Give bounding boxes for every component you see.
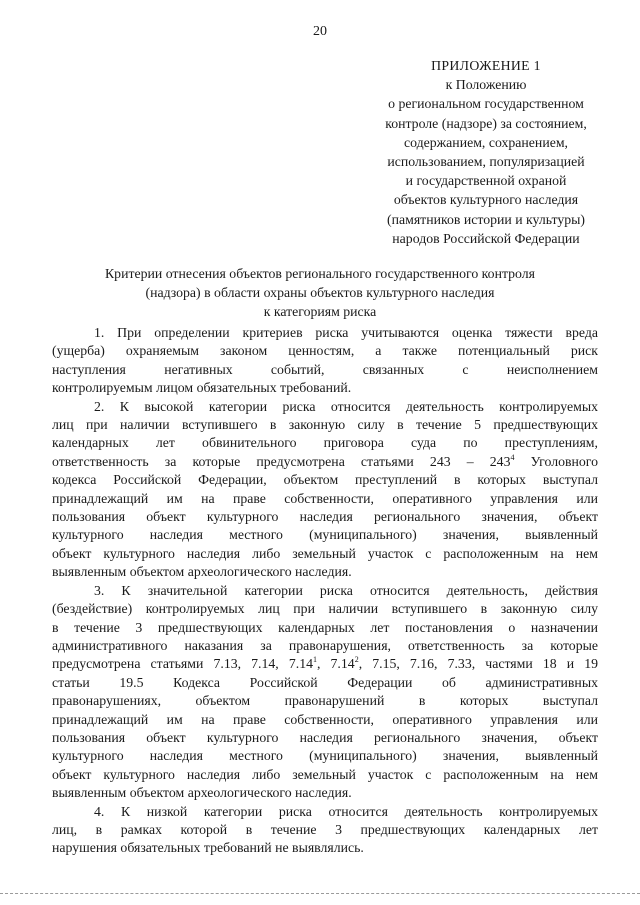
text-line: административного наказания за правонарушения, ответственность за которые xyxy=(52,637,598,653)
title-line: (надзора) в области охраны объектов культурного наследия xyxy=(145,285,495,300)
text-line: лиц при наличии вступившего в законную силу в течение 5 предшествующих xyxy=(52,417,598,433)
text-line: (ущерба) охраняемым законом ценностям, а также потенциальный риск xyxy=(52,343,598,359)
text-line: 2. К высокой категории риска относится деятельность контролируемых xyxy=(94,398,598,414)
text-line: в течение 3 предшествующих календарных лет постановления о назначении xyxy=(52,619,598,635)
text-line: наступления негативных событий, связанных с неисполнением xyxy=(52,361,598,377)
text-line: лиц, в рамках которой в течение 3 предшествующих календарных лет xyxy=(52,821,598,837)
text-fragment: ответственность за которые предусмотрена статьями 243 – 243 xyxy=(52,453,511,469)
appendix-line: использованием, популяризацией xyxy=(387,154,585,170)
paragraph-2 xyxy=(52,398,598,582)
text-line: культурного наследия местного (муниципального) значения, выявленный xyxy=(52,527,598,543)
paragraph-3 xyxy=(52,582,598,803)
text-line: статьи 19.5 Кодекса Российской Федерации об административных xyxy=(52,674,598,690)
text-line: выявленным объектом археологического наследия. xyxy=(52,785,352,801)
page-number: 20 xyxy=(313,24,327,39)
text-line: нарушения обязательных требований не выявлялись. xyxy=(52,840,364,856)
title-line: к категориям риска xyxy=(263,304,377,319)
appendix-line: о региональном государственном xyxy=(388,96,584,112)
text-line: объект культурного наследия либо земельный участок с расположенным на нем xyxy=(52,545,598,561)
text-line xyxy=(52,655,598,673)
appendix-line: народов Российской Федерации xyxy=(392,230,580,246)
text-fragment: предусмотрена статьями 7.13, 7.14, 7.14 xyxy=(52,656,313,672)
title-line: Критерии отнесения объектов регионального государственного контроля xyxy=(104,266,536,281)
appendix-line: и государственной охраной xyxy=(405,173,567,189)
superscript: 4 xyxy=(510,452,515,462)
text-line: пользования объект культурного наследия регионального значения, объект xyxy=(52,729,598,745)
text-line: контролируемым лицом обязательных требований. xyxy=(52,380,352,396)
appendix-line: объектов культурного наследия xyxy=(393,192,579,208)
text-fragment: , 7.14 xyxy=(317,656,355,672)
text-line: 3. К значительной категории риска относится деятельность, действия xyxy=(94,582,598,598)
text-fragment: , 7.15, 7.16, 7.33, частями 18 и 19 xyxy=(358,656,598,672)
superscript: 2 xyxy=(354,655,359,665)
text-line: 4. К низкой категории риска относится деятельность контролируемых xyxy=(94,803,598,819)
text-line xyxy=(52,453,598,471)
text-fragment: Уголовного xyxy=(514,453,598,469)
scan-edge-divider xyxy=(0,893,640,894)
text-line: правонарушениях, объектом правонарушений в которых выступал xyxy=(52,693,598,709)
appendix-line: содержанием, сохранением, xyxy=(403,134,569,150)
appendix-heading: ПРИЛОЖЕНИЕ 1 xyxy=(431,58,541,73)
text-line: календарных лет обвинительного приговора суда по преступлениям, xyxy=(52,435,598,451)
appendix-line: контроле (надзоре) за состоянием, xyxy=(385,115,587,131)
text-line: пользования объект культурного наследия регионального значения, объект xyxy=(52,509,598,525)
text-line: объект культурного наследия либо земельный участок с расположенным на нем xyxy=(52,766,598,782)
text-line: выявленным объектом археологического наследия. xyxy=(52,564,352,580)
text-line: принадлежащий им на праве собственности, оперативного управления или xyxy=(52,490,598,506)
text-line: 1. При определении критериев риска учитываются оценка тяжести вреда xyxy=(94,325,598,340)
superscript: 1 xyxy=(313,655,317,665)
paragraph-1 xyxy=(52,324,598,398)
appendix-header xyxy=(356,56,616,248)
paragraph-4 xyxy=(52,803,598,858)
document-title xyxy=(60,264,580,321)
text-line: (бездействие) контролируемых лиц при наличии вступившего в законную силу xyxy=(52,601,598,617)
text-line: принадлежащий им на праве собственности, оперативного управления или xyxy=(52,711,598,727)
text-line: кодекса Российской Федерации, объектом преступлений в которых выступал xyxy=(52,472,598,488)
appendix-line: к Положению xyxy=(445,77,527,93)
document-body xyxy=(52,324,598,858)
appendix-line: (памятников истории и культуры) xyxy=(387,211,585,227)
text-line: культурного наследия местного (муниципального) значения, выявленный xyxy=(52,748,598,764)
